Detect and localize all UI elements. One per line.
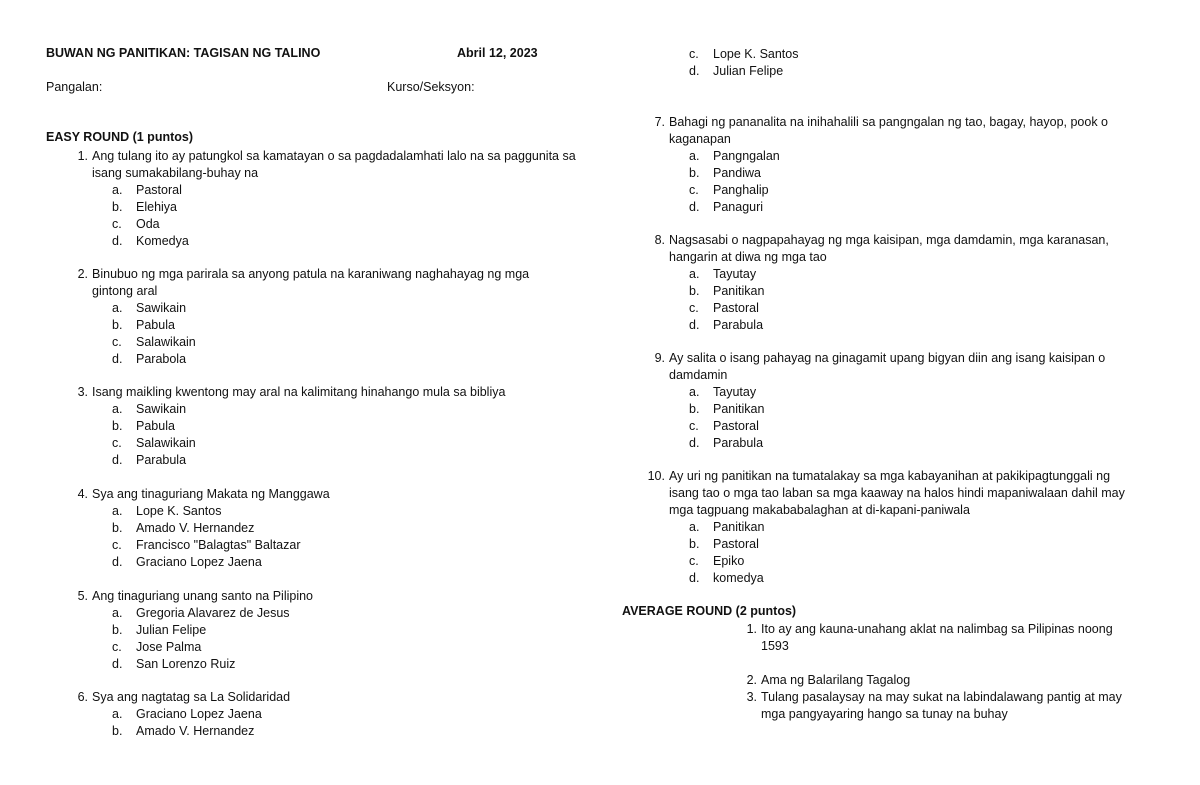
- average-round-heading: AVERAGE ROUND (2 puntos): [622, 604, 797, 618]
- question-number: 4.: [77, 487, 88, 501]
- question-number: 2.: [77, 267, 88, 281]
- option-list: [112, 503, 586, 571]
- option-item: b. Julian Felipe: [112, 623, 207, 637]
- option-list: [689, 46, 1123, 80]
- option-list: [112, 401, 586, 469]
- option-item: a. Graciano Lopez Jaena: [112, 707, 262, 721]
- option-item: c. Salawikain: [112, 436, 196, 450]
- question-number: 1.: [77, 149, 88, 163]
- question-text: Ang tinaguriang unang santo na Pilipino: [92, 589, 314, 603]
- question-1: [66, 148, 586, 250]
- question-4: [66, 486, 586, 571]
- option-list: [112, 706, 586, 740]
- option-item: b. Pabula: [112, 318, 175, 332]
- question-3: [66, 384, 586, 469]
- option-item: b. Pastoral: [689, 537, 759, 551]
- option-list: [689, 519, 1143, 587]
- option-item: d. Julian Felipe: [689, 64, 784, 78]
- option-item: b. Panitikan: [689, 284, 765, 298]
- question-text: Isang maikling kwentong may aral na kalimitang hinahango mula sa bibliya: [92, 385, 506, 399]
- section-label: Kurso/Seksyon:: [387, 80, 475, 94]
- option-item: a. Gregoria Alavarez de Jesus: [112, 606, 290, 620]
- question-text: Ama ng Balarilang Tagalog: [761, 673, 911, 687]
- option-item: b. Amado V. Hernandez: [112, 724, 255, 738]
- question-text: Sya ang tinaguriang Makata ng Manggawa: [92, 487, 330, 501]
- option-item: c. Pastoral: [689, 419, 759, 433]
- question-text: Tulang pasalaysay na may sukat na labindalawang pantig at may mga pangyayaring hango sa tunay na buhay: [761, 690, 1122, 721]
- question-text: Nagsasabi o nagpapahayag ng mga kaisipan, mga damdamin, mga karanasan, hangarin at diwa ng mga tao: [669, 233, 1109, 264]
- question-number: 8.: [654, 233, 665, 247]
- option-item: d. Panaguri: [689, 200, 764, 214]
- option-list: [112, 605, 586, 673]
- easy-round-heading: EASY ROUND (1 puntos): [46, 130, 193, 144]
- question-text: Bahagi ng pananalita na inihahalili sa pangngalan ng tao, bagay, hayop, pook o kaganapan: [669, 115, 1109, 146]
- option-item: b. Elehiya: [112, 200, 177, 214]
- option-item: c. Panghalip: [689, 183, 769, 197]
- question-number: 1.: [746, 622, 757, 636]
- question-8: [643, 232, 1133, 334]
- option-item: b. Pabula: [112, 419, 175, 433]
- option-item: c. Epiko: [689, 554, 745, 568]
- question-number: 5.: [77, 589, 88, 603]
- option-item: a. Sawikain: [112, 402, 187, 416]
- option-list: [689, 266, 1133, 334]
- question-2: [66, 266, 566, 368]
- option-list: [112, 182, 586, 250]
- average-question-2: [735, 672, 1135, 689]
- option-item: a. Pastoral: [112, 183, 182, 197]
- question-10: [643, 468, 1143, 587]
- question-number: 6.: [77, 690, 88, 704]
- option-item: d. Parabula: [689, 436, 764, 450]
- option-item: d. San Lorenzo Ruiz: [112, 657, 236, 671]
- question-text: Ito ay ang kauna-unahang aklat na nalimbag sa Pilipinas noong 1593: [761, 622, 1113, 653]
- option-item: a. Panitikan: [689, 520, 765, 534]
- average-question-3: [735, 689, 1135, 723]
- page-title: BUWAN NG PANITIKAN: TAGISAN NG TALINO: [46, 46, 321, 60]
- option-item: b. Panitikan: [689, 402, 765, 416]
- option-item: d. Parabola: [112, 352, 187, 366]
- question-text: Ang tulang ito ay patungkol sa kamatayan o sa pagdadalamhati lalo na sa paggunita sa isang sumakabilang-buhay na: [92, 149, 576, 180]
- option-item: a. Lope K. Santos: [112, 504, 222, 518]
- option-item: c. Pastoral: [689, 301, 759, 315]
- question-number: 9.: [654, 351, 665, 365]
- option-item: d. Parabula: [112, 453, 187, 467]
- option-item: a. Tayutay: [689, 267, 757, 281]
- option-item: c. Lope K. Santos: [689, 47, 799, 61]
- quiz-date: Abril 12, 2023: [457, 46, 538, 60]
- question-number: 10.: [647, 469, 665, 483]
- option-list: [689, 148, 1123, 216]
- option-item: b. Pandiwa: [689, 166, 761, 180]
- question-7: [643, 114, 1123, 216]
- option-list: [689, 384, 1133, 452]
- question-text: Ay uri ng panitikan na tumatalakay sa mga kabayanihan at pakikipagtunggali ng isang tao o mga tao laban sa mga kaaway na halos hindi mapaniwalaan dahil may mga tagpuang makababalaghan at di-kapani-paniwala: [669, 469, 1125, 517]
- option-item: b. Amado V. Hernandez: [112, 521, 255, 535]
- option-item: a. Sawikain: [112, 301, 187, 315]
- question-9: [643, 350, 1133, 452]
- option-item: a. Pangngalan: [689, 149, 780, 163]
- option-item: d. Graciano Lopez Jaena: [112, 555, 262, 569]
- question-text: Sya ang nagtatag sa La Solidaridad: [92, 690, 291, 704]
- option-item: d. Komedya: [112, 234, 189, 248]
- average-question-1: [735, 621, 1135, 655]
- option-item: d. komedya: [689, 571, 764, 585]
- option-item: c. Jose Palma: [112, 640, 202, 654]
- question-5: [66, 588, 586, 673]
- question-text: Ay salita o isang pahayag na ginagamit upang bigyan diin ang isang kaisipan o damdamin: [669, 351, 1106, 382]
- question-6-continued: [643, 46, 1123, 80]
- option-list: [112, 300, 566, 368]
- name-label: Pangalan:: [46, 80, 103, 94]
- question-number: 7.: [654, 115, 665, 129]
- option-item: c. Francisco "Balagtas" Baltazar: [112, 538, 301, 552]
- question-6: [66, 689, 586, 740]
- option-item: c. Salawikain: [112, 335, 196, 349]
- question-number: 3.: [77, 385, 88, 399]
- option-item: c. Oda: [112, 217, 160, 231]
- question-number: 3.: [746, 690, 757, 704]
- question-text: Binubuo ng mga parirala sa anyong patula na karaniwang naghahayag ng mga gintong aral: [92, 267, 530, 298]
- option-item: a. Tayutay: [689, 385, 757, 399]
- option-item: d. Parabula: [689, 318, 764, 332]
- question-number: 2.: [746, 673, 757, 687]
